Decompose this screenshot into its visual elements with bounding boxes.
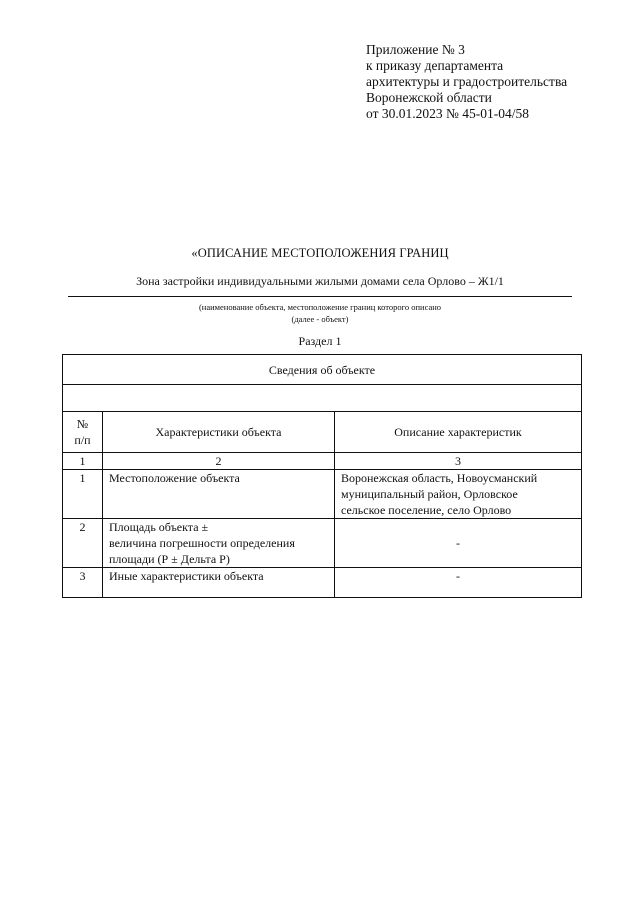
appendix-order-date: от 30.01.2023 № 45-01-04/58 — [366, 106, 529, 121]
row-description — [335, 519, 582, 568]
description-line: Воронежская область, Новоусманский — [341, 471, 538, 485]
column-header-number-line: п/п — [74, 433, 91, 447]
description-line: сельское поселение, село Орлово — [341, 503, 512, 517]
table-row — [63, 519, 582, 568]
column-number: 2 — [103, 453, 335, 470]
object-info-table — [62, 354, 582, 598]
column-header-number-line: № — [76, 417, 89, 431]
row-description — [335, 470, 582, 519]
column-number-row — [63, 453, 582, 470]
empty-cell — [63, 385, 582, 412]
caption-line: (наименование объекта, местоположение границ которого описано — [198, 302, 442, 312]
description-line: - — [456, 569, 460, 583]
row-number: 1 — [63, 470, 103, 519]
table-header: Сведения об объекте — [63, 355, 582, 385]
row-number: 2 — [63, 519, 103, 568]
description-line: - — [456, 536, 460, 550]
column-header-description: Описание характеристик — [335, 412, 582, 453]
caption-line: (далее - объект) — [291, 314, 349, 324]
characteristic-line: Иные характеристики объекта — [109, 569, 264, 583]
characteristic-line: величина погрешности определения — [109, 536, 295, 550]
document-title: «ОПИСАНИЕ МЕСТОПОЛОЖЕНИЯ ГРАНИЦ — [191, 246, 449, 260]
underline-divider — [68, 296, 572, 297]
section-title: Раздел 1 — [298, 334, 342, 348]
characteristic-line: Местоположение объекта — [109, 471, 240, 485]
column-header-row — [63, 412, 582, 453]
row-number: 3 — [63, 568, 103, 598]
object-name: Зона застройки индивидуальными жилыми домами села Орлово – Ж1/1 — [136, 274, 504, 288]
description-line: муниципальный район, Орловское — [341, 487, 518, 501]
row-characteristic — [103, 568, 335, 598]
characteristic-line: площади (Р ± Дельта Р) — [109, 552, 230, 566]
column-header-number — [63, 412, 103, 453]
appendix-line: архитектуры и градостроительства — [366, 74, 568, 89]
appendix-block — [366, 42, 567, 122]
appendix-line: Приложение № 3 — [366, 42, 465, 57]
characteristic-line: Площадь объекта ± — [109, 520, 209, 534]
row-description — [335, 568, 582, 598]
row-characteristic — [103, 470, 335, 519]
column-header-characteristics: Характеристики объекта — [103, 412, 335, 453]
object-name-caption — [68, 301, 572, 325]
appendix-line: Воронежской области — [366, 90, 492, 105]
column-number: 1 — [63, 453, 103, 470]
table-empty-row — [63, 385, 582, 412]
column-number: 3 — [335, 453, 582, 470]
appendix-line: к приказу департамента — [366, 58, 504, 73]
row-characteristic — [103, 519, 335, 568]
table-row — [63, 470, 582, 519]
table-header-row — [63, 355, 582, 385]
table-row — [63, 568, 582, 598]
